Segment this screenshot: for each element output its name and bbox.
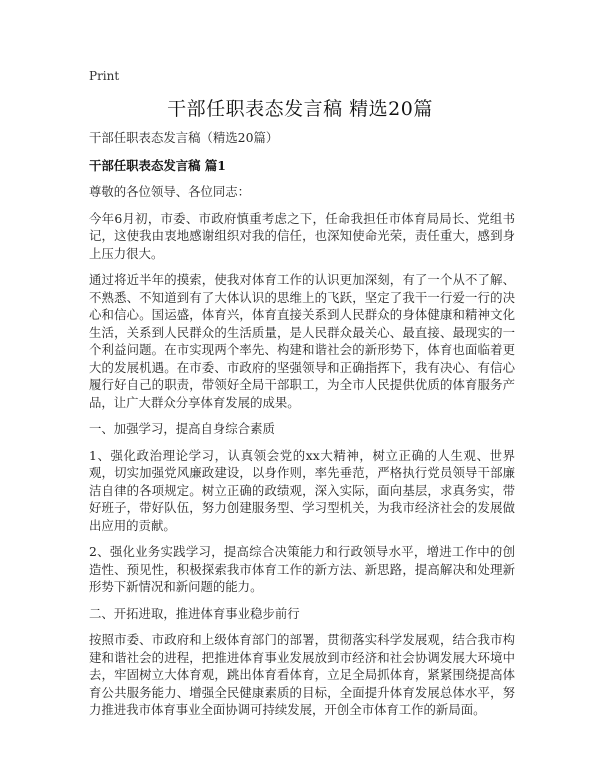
section-item: 2、强化业务实践学习，提高综合决策能力和行政领导水平，增进工作中的创造性、预见性，积极探索我市体育工作的新方法、新思路，提高解决和处理新形势下新情况和新问题的能力。 xyxy=(89,544,515,594)
print-label[interactable]: Print xyxy=(89,69,120,83)
section-heading: 二、开拓进取，推进体育事业稳步前行 xyxy=(89,605,300,621)
section-item: 1、强化政治理论学习，认真领会党的xx大精神，树立正确的人生观、世界观，切实加强党风廉政建设，以身作则，率先垂范，严格执行党员领导干部廉洁自律的各项规定。树立正确的政绩观，深入实际，面向基层，求真务实，带好班子，带好队伍，努力创建服务型、学习型机关，为我市经济社会的发展做出应用的贡献。 xyxy=(89,447,515,533)
document-body xyxy=(89,129,515,728)
paragraph: 今年6月初，市委、市政府慎重考虑之下，任命我担任市体育局局长、党组书记，这使我由衷地感谢组织对我的信任，也深知使命光荣，责任重大，感到身上压力很大。 xyxy=(89,210,515,261)
article-heading: 干部任职表态发言稿 篇1 xyxy=(89,157,226,173)
document-subtitle: 干部任职表态发言稿（精选20篇） xyxy=(89,130,279,145)
section-heading: 一、加强学习，提高自身综合素质 xyxy=(89,421,275,436)
greeting: 尊敬的各位领导、各位同志： xyxy=(89,184,251,199)
document-title: 干部任职表态发言稿 精选20篇 xyxy=(167,98,433,120)
paragraph: 通过将近半年的摸索，使我对体育工作的认识更加深刻，有了一个从不了解、不熟悉、不知道到有了大体认识的思维上的飞跃，坚定了我干一行爱一行的决心和信心。国运盛，体育兴，体育直接关系到人民群众的身体健康和精神文化生活，关系到人民群众的生活质量，是人民群众最关心、最直接、最现实的一个利益问题。在市实现两个率先、构建和谐社会的新形势下，体育也面临着更大的发展机遇。在市委、市政府的坚强领导和正确指挥下，我有决心、有信心履行好自己的职责，带领好全局干部职工，为全市人民提供优质的体育服务产品，让广大群众分享体育发展的成果。 xyxy=(89,272,515,410)
paragraph: 按照市委、市政府和上级体育部门的部署，贯彻落实科学发展观，结合我市构建和谐社会的进程，把推进体育事业发展放到市经济和社会协调发展大环境中去，牢固树立大体育观，跳出体育看体育，立足全局抓体育，紧紧围绕提高体育公共服务能力、增强全民健康素质的目标，全面提升体育发展总体水平，努力推进我市体育事业全面协调可持续发展，开创全市体育工作的新局面。 xyxy=(89,632,515,717)
